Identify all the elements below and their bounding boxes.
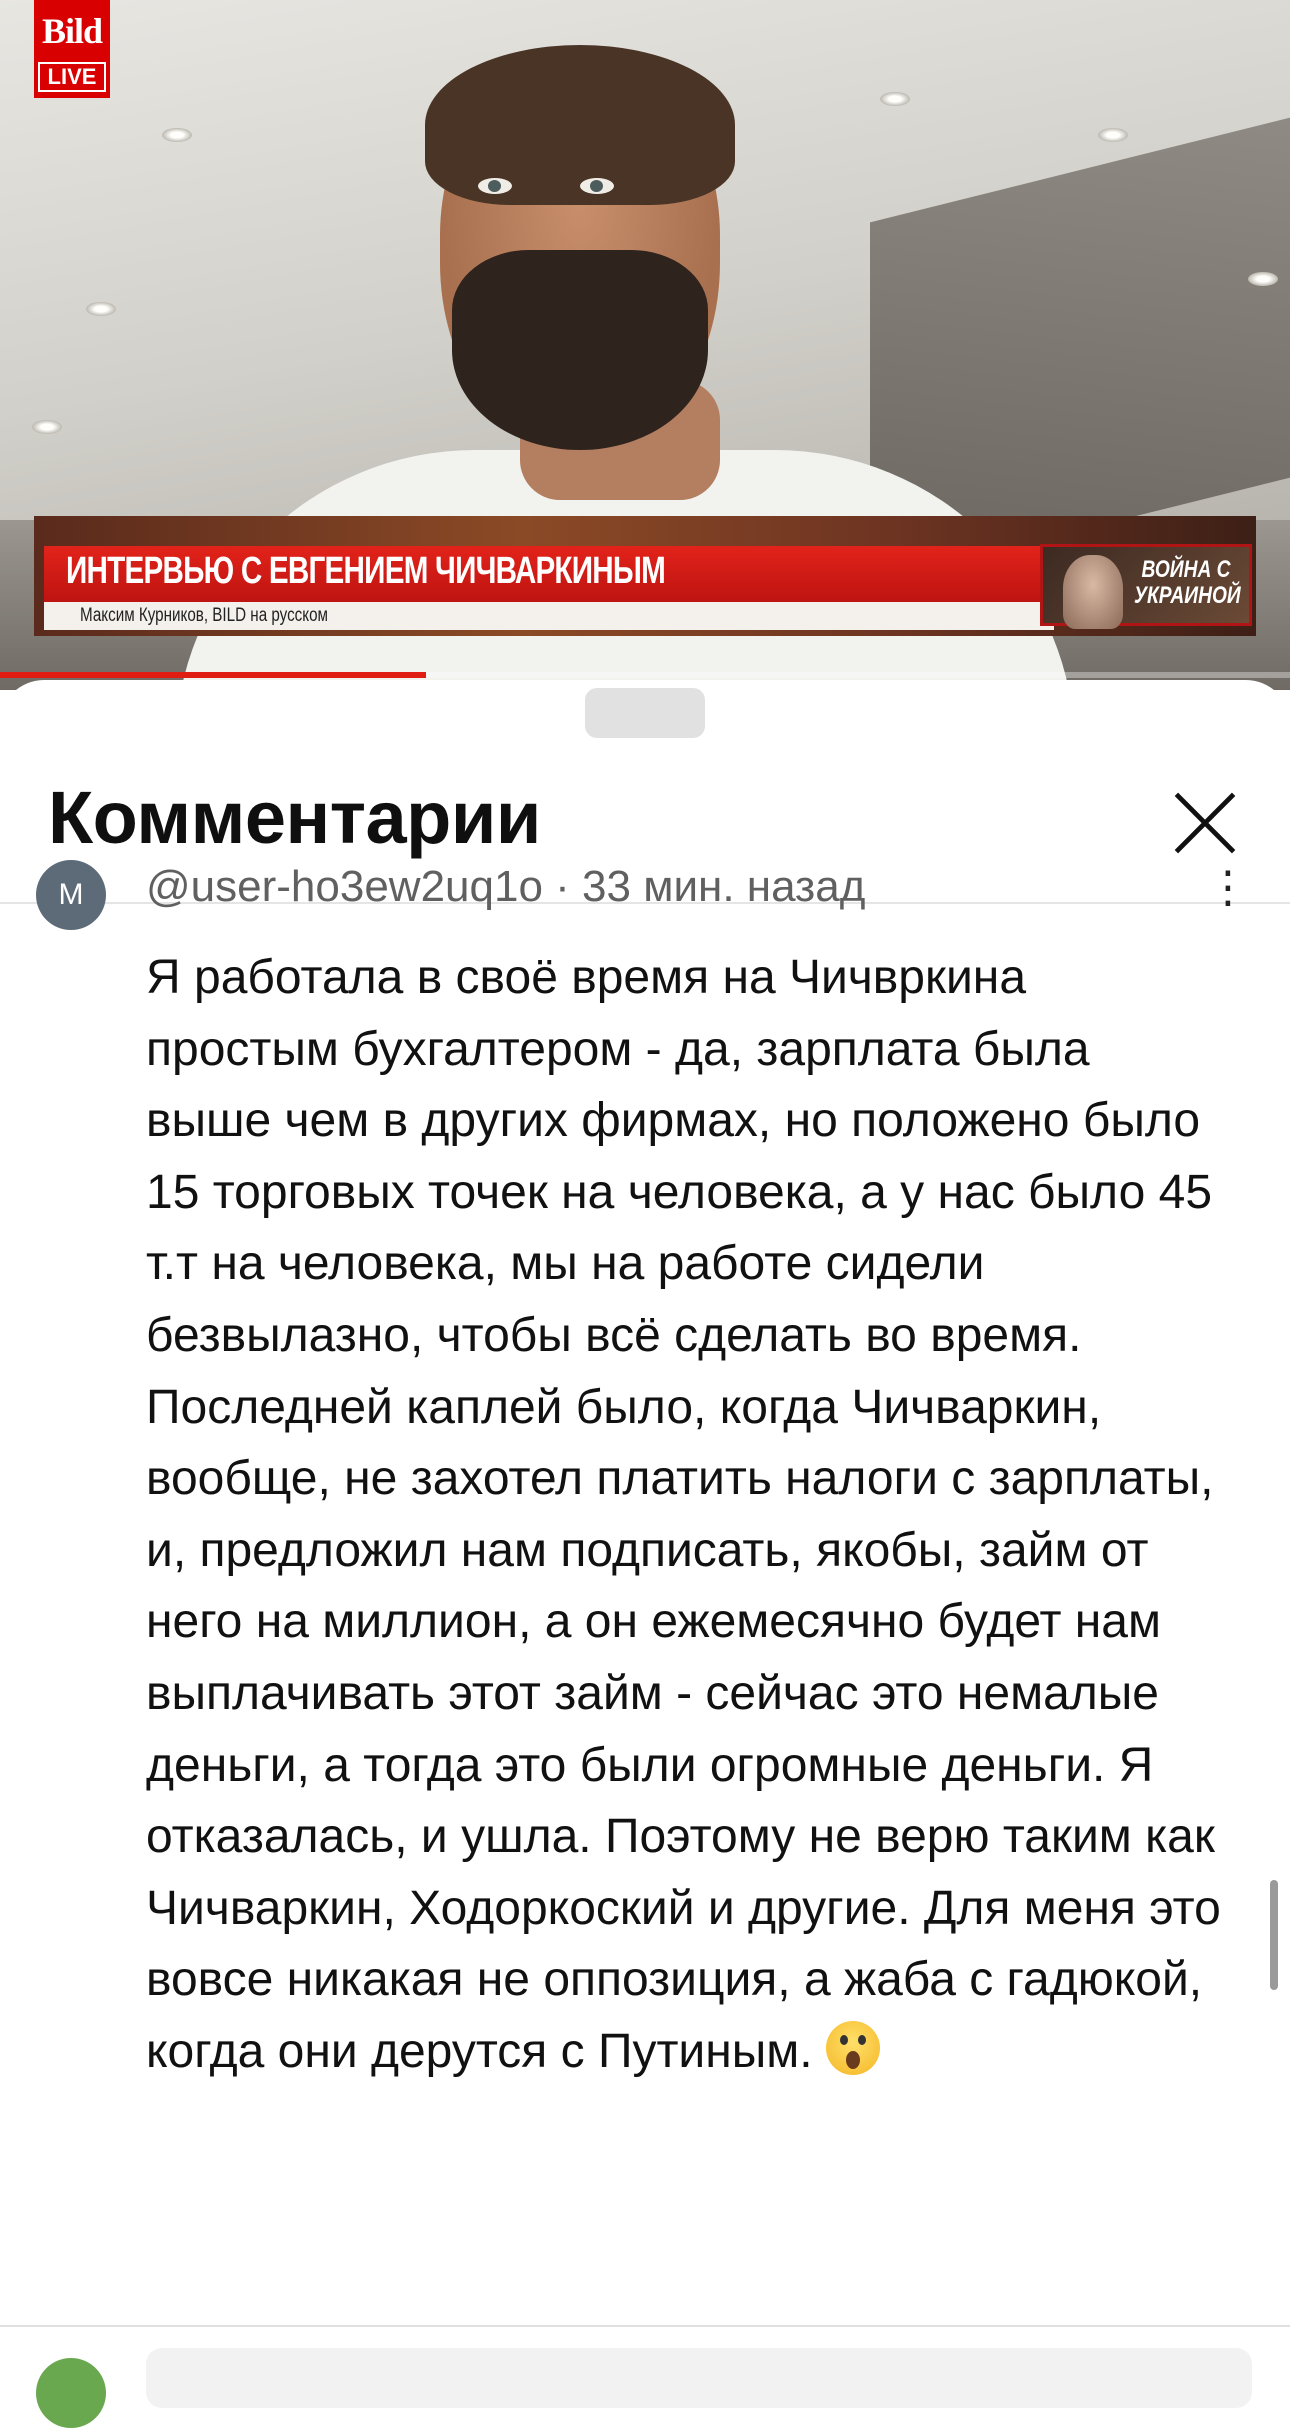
sheet-drag-handle[interactable] — [585, 688, 705, 738]
speaker-eye — [580, 178, 614, 194]
lower-third-subtitle: Максим Курников, BILD на русском — [80, 605, 329, 626]
ceiling-lamp — [86, 302, 116, 316]
speaker-beard — [452, 250, 708, 450]
video-player[interactable] — [0, 0, 1290, 690]
comment-body: Я работала в своё время на Чичвркина простым бухгалтером - да, зарплата была выше чем в других фирмах, но положено было 15 торговых точек на человека, а у нас было 45 т.т на человека, мы на работе сидели безвылазно, чтобы всё сделать во время. Последней каплей было, когда Чичваркин, вообще, не захотел платить налоги с зарплаты, и, предложил нам подписать, якобы, займ от него на миллион, а он ежемесячно будет нам выплачивать этот займ - сейчас это немалые деньги, а тогда это были огромные деньги. Я отказалась, и ушла. Поэтому не верю таким как Чичваркин, Ходоркоский и другие. Для меня это вовсе никакая не оппозиция, а жаба с гадюкой, когда они дерутся с Путиным. — [146, 951, 1221, 2078]
comments-sheet — [0, 680, 1290, 2371]
ceiling-lamp — [162, 128, 192, 142]
ceiling-lamp — [880, 92, 910, 106]
ceiling-lamp — [1248, 272, 1278, 286]
comment-list[interactable] — [0, 862, 1290, 2304]
lower-third-title: ИНТЕРВЬЮ С ЕВГЕНИЕМ ЧИЧВАРКИНЫМ — [66, 550, 666, 592]
bild-logo-text: Bild — [41, 11, 103, 51]
sheet-title: Комментарии — [48, 776, 541, 859]
comment-more-icon[interactable]: ⋮ — [1206, 863, 1250, 912]
scream-emoji-icon — [826, 2021, 880, 2075]
speaker-hair — [425, 45, 735, 205]
ceiling-lamp — [32, 420, 62, 434]
ceiling-lamp — [1098, 128, 1128, 142]
badge-portrait — [1063, 555, 1123, 629]
close-icon[interactable] — [1170, 788, 1240, 858]
reply-avatar — [36, 2358, 106, 2428]
badge-text: ВОЙНА С УКРАИНОЙ — [1134, 556, 1241, 609]
lower-third-banner — [34, 516, 1256, 636]
footer-divider — [0, 2325, 1290, 2327]
lower-third-subtitle-bar — [44, 602, 1054, 630]
bild-live-logo — [34, 0, 110, 98]
speaker-eye — [478, 178, 512, 194]
comment-meta[interactable]: @user-ho3ew2uq1o · 33 мин. назад — [146, 862, 866, 911]
video-progress-fill — [0, 672, 426, 678]
live-label: LIVE — [38, 62, 106, 92]
war-badge — [1040, 544, 1252, 626]
comment-avatar[interactable]: М — [36, 860, 106, 930]
comment-text — [146, 942, 1226, 2088]
add-comment-input[interactable] — [146, 2348, 1252, 2408]
comments-scrollbar[interactable] — [1270, 1880, 1278, 1990]
